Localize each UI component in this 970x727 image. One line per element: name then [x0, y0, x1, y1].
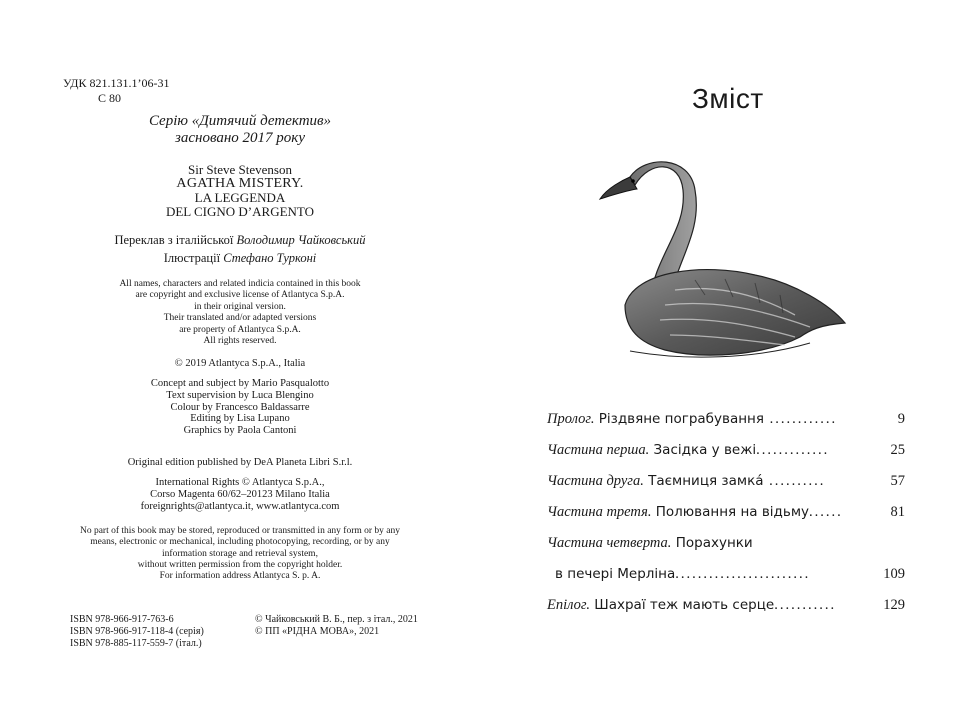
- toc-part-label: Епілог.: [547, 597, 590, 613]
- contents-title: Зміст: [692, 83, 764, 114]
- toc-part-label: Частина четверта.: [547, 535, 672, 551]
- rights-line: All names, characters and related indicia contained in this book: [119, 279, 361, 289]
- rights-line: are property of Atlantyca S.p.A.: [179, 324, 301, 335]
- toc-chapter-title: Шахраї теж мають серце: [589, 597, 775, 613]
- toc-leader: ............: [764, 411, 838, 427]
- illustration-credit: [80, 249, 400, 267]
- rights-line: in their original version.: [194, 301, 286, 312]
- original-title-line: AGATHA MISTERY.: [176, 176, 304, 191]
- rights-notice: [80, 279, 400, 347]
- original-edition-line: Original edition published by DeA Planeta Libri S.r.l.: [127, 457, 353, 468]
- illustrations-label: Ілюстрації: [163, 251, 224, 265]
- isbn-line: ISBN 978-966-917-763-6: [70, 614, 174, 625]
- toc-chapter-title: Засідка у вежі: [649, 442, 757, 458]
- notice-line: without written permission from the copyright holder.: [137, 559, 343, 570]
- toc-leader: ..........: [763, 473, 826, 489]
- author-code: С 80: [98, 91, 122, 105]
- copyright-line: © 2019 Atlantyca S.p.A., Italia: [174, 358, 306, 369]
- intl-line: International Rights © Atlantyca S.p.A.,: [155, 477, 325, 488]
- toc-leader: ...........: [774, 597, 837, 613]
- toc-entry[interactable]: [547, 440, 905, 460]
- toc-chapter-title: Таємниця замка́: [643, 473, 764, 489]
- toc-page-number: 57: [890, 473, 905, 489]
- toc-page-number: 129: [883, 597, 905, 613]
- udk-code: УДК 821.131.1’06-31: [63, 76, 170, 90]
- translator-name: Володимир Чайковський: [236, 233, 366, 247]
- staff-line: Graphics by Paola Cantoni: [183, 425, 297, 437]
- notice-line: No part of this book may be stored, reproduced or transmitted in any form or by any: [79, 526, 401, 536]
- staff-line: Colour by Francesco Baldassarre: [170, 401, 310, 413]
- series-year: засновано 2017 року: [175, 130, 305, 146]
- toc-page-number: 109: [883, 566, 905, 582]
- series-info: [80, 113, 400, 147]
- toc-chapter-title: Порахунки: [671, 535, 753, 551]
- right-page: [485, 0, 970, 727]
- series-line: Серію «Дитячий детектив»: [148, 113, 332, 129]
- toc-leader: ......: [809, 504, 843, 520]
- ukrainian-copyright-block: [255, 614, 418, 638]
- toc-leader: ........................: [675, 566, 811, 582]
- original-title-block: [80, 163, 400, 219]
- toc-entry[interactable]: [547, 533, 905, 553]
- copyright-ua-line: © ПП «РІДНА МОВА», 2021: [255, 626, 380, 637]
- toc-page-number: 81: [890, 504, 905, 520]
- toc-page-number: 9: [897, 411, 905, 427]
- toc-part-label: Частина перша.: [547, 442, 650, 458]
- toc-chapter-title: Різдвяне пограбування: [594, 411, 764, 427]
- translation-label: Переклав з італійської: [114, 233, 237, 247]
- toc-part-label: Частина третя.: [547, 504, 652, 520]
- staff-line: Concept and subject by Mario Pasqualotto: [150, 378, 330, 389]
- toc-entry[interactable]: [547, 409, 905, 429]
- original-author: Sir Steve Stevenson: [188, 162, 292, 177]
- illustrator-name: Стефано Турконі: [223, 251, 317, 265]
- staff-line: Text supervision by Luca Blengino: [166, 389, 314, 401]
- swan-icon: [595, 155, 860, 375]
- toc-chapter-title: Полювання на відьму: [651, 504, 810, 520]
- rights-line: are copyright and exclusive license of Atlantyca S.p.A.: [135, 290, 345, 301]
- original-title-line: DEL CIGNO D’ARGENTO: [165, 204, 315, 219]
- intl-line: foreignrights@atlantyca.it, www.atlantyca.com: [140, 500, 340, 512]
- notice-line: information storage and retrieval system,: [162, 548, 318, 559]
- credits-block: [80, 231, 400, 267]
- toc-entry[interactable]: [547, 595, 905, 615]
- toc-page-number: 25: [890, 442, 905, 458]
- reproduction-notice: [55, 526, 425, 582]
- toc-entry-continuation[interactable]: [547, 564, 905, 584]
- copyright-ua-line: © Чайковський В. Б., пер. з італ., 2021: [255, 614, 418, 625]
- toc-part-label: Частина друга.: [547, 473, 644, 489]
- isbn-block: [70, 614, 204, 650]
- staff-line: Editing by Lisa Lupano: [190, 413, 290, 425]
- isbn-line: ISBN 978-885-117-559-7 (італ.): [70, 638, 202, 649]
- notice-line: For information address Atlantyca S. p. A.: [159, 571, 321, 582]
- rights-line: All rights reserved.: [203, 336, 277, 347]
- toc-entry[interactable]: [547, 471, 905, 491]
- toc-part-label: Пролог.: [547, 411, 595, 427]
- rights-line: Their translated and/or adapted versions: [163, 313, 317, 324]
- isbn-line: ISBN 978-966-917-118-4 (серія): [70, 626, 204, 637]
- toc-entry[interactable]: [547, 502, 905, 522]
- staff-credits: [80, 378, 400, 437]
- toc-chapter-title: в печері Мерліна: [555, 566, 676, 582]
- toc-leader: .............: [756, 442, 830, 458]
- translation-credit: [80, 231, 400, 249]
- intl-line: Corso Magenta 60/62–20123 Milano Italia: [150, 488, 330, 500]
- international-rights: [80, 477, 400, 512]
- udk-block: [63, 76, 169, 106]
- notice-line: means, electronic or mechanical, including photocopying, recording, or by any: [90, 537, 390, 548]
- original-title-line: LA LEGGENDA: [194, 190, 286, 205]
